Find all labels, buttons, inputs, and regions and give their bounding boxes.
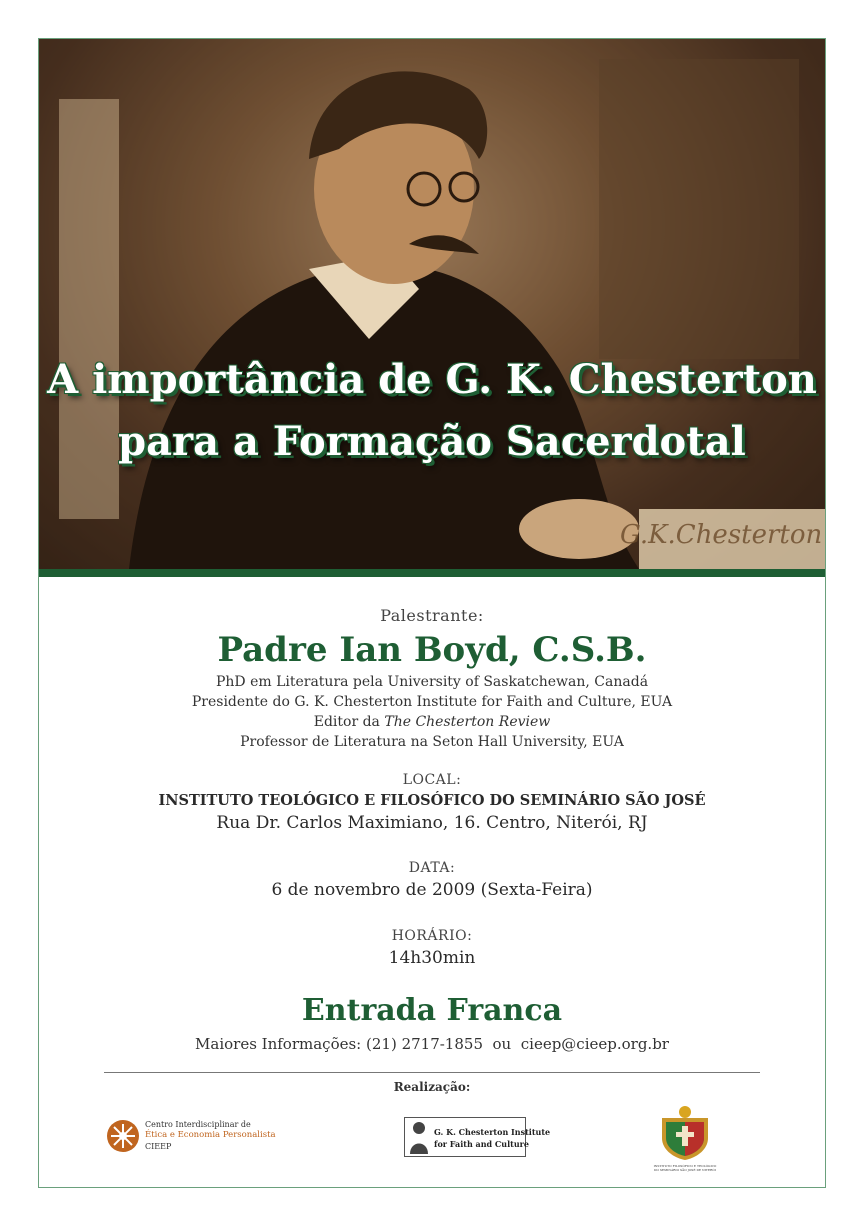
gkc-institute-logo bbox=[404, 1117, 551, 1157]
local-name: INSTITUTO TEOLÓGICO E FILOSÓFICO DO SEMINÁRIO SÃO JOSÉ bbox=[158, 792, 706, 809]
speaker-credential-editor bbox=[39, 712, 825, 732]
realizacao-label: Realização: bbox=[393, 1080, 471, 1094]
editor-journal: The Chesterton Review bbox=[384, 714, 551, 730]
chesterton-portrait-photo bbox=[39, 39, 825, 569]
chesterton-signature: G.K.Chesterton bbox=[620, 520, 823, 550]
seminary-crest-logo bbox=[652, 1104, 718, 1176]
gkc-line2: for Faith and Culture bbox=[434, 1139, 529, 1149]
speaker-credential-president: Presidente do G. K. Chesterton Institute for Faith and Culture, EUA bbox=[191, 694, 673, 710]
contact-info: Maiores Informações: (21) 2717-1855 ou cieep@cieep.org.br bbox=[195, 1035, 669, 1053]
chesterton-silhouette-icon bbox=[408, 1120, 430, 1154]
local-label: LOCAL: bbox=[402, 772, 462, 788]
gkc-line1: G. K. Chesterton Institute bbox=[434, 1127, 551, 1137]
speaker-label: Palestrante: bbox=[380, 606, 484, 625]
cieep-line1: Centro Interdisciplinar de bbox=[145, 1120, 251, 1129]
footer-divider bbox=[104, 1072, 760, 1073]
title-line-1: A importância de G. K. Chesterton bbox=[47, 356, 817, 403]
date-value: 6 de novembro de 2009 (Sexta-Feira) bbox=[271, 880, 593, 900]
cieep-abbr: CIEEP bbox=[145, 1142, 172, 1151]
green-divider-bar bbox=[39, 569, 825, 577]
cieep-emblem-icon bbox=[105, 1118, 141, 1154]
cieep-line2: Ética e Economia Personalista bbox=[145, 1130, 276, 1140]
seminary-shield-icon bbox=[652, 1104, 718, 1162]
local-address: Rua Dr. Carlos Maximiano, 16. Centro, Niterói, RJ bbox=[216, 813, 648, 833]
title-line-2: para a Formação Sacerdotal bbox=[118, 418, 746, 465]
speaker-name: Padre Ian Boyd, C.S.B. bbox=[217, 630, 647, 670]
seminary-caption: INSTITUTO FILOSÓFICO E TEOLÓGICO DO SEMINÁRIO SÃO JOSÉ DE NITERÓI bbox=[653, 1164, 717, 1172]
time-value: 14h30min bbox=[388, 948, 476, 968]
time-label: HORÁRIO: bbox=[391, 928, 473, 944]
speaker-credential-professor: Professor de Literatura na Seton Hall University, EUA bbox=[240, 734, 624, 750]
date-label: DATA: bbox=[408, 860, 456, 876]
entrada-franca: Entrada Franca bbox=[301, 993, 563, 1028]
cieep-logo bbox=[105, 1118, 285, 1158]
speaker-credential-phd: PhD em Literatura pela University of Saskatchewan, Canadá bbox=[215, 674, 649, 690]
editor-prefix: Editor da bbox=[313, 714, 385, 730]
